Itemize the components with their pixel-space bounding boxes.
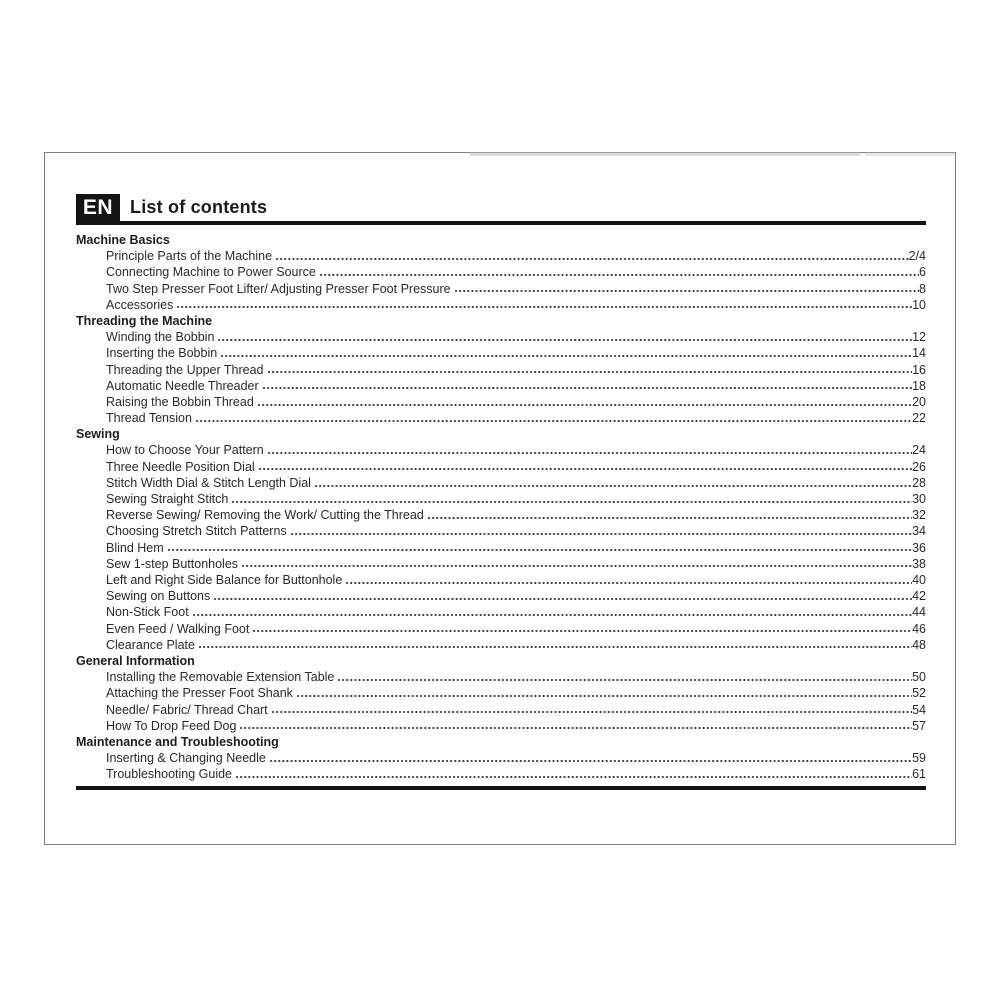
toc-entry-label: Clearance Plate — [106, 637, 195, 652]
toc-entry — [76, 410, 926, 426]
toc-entry — [76, 750, 926, 766]
manual-page — [44, 152, 956, 845]
toc-entry-page: 16 — [912, 362, 926, 377]
toc-entry-page: 28 — [912, 475, 926, 490]
dot-leader — [319, 264, 919, 280]
toc-entry — [76, 604, 926, 620]
toc-entry-page: 54 — [912, 702, 926, 717]
dot-leader — [167, 540, 912, 556]
dot-leader — [213, 588, 912, 604]
toc-entry — [76, 669, 926, 685]
toc-entry-label: Three Needle Position Dial — [106, 459, 255, 474]
toc-entry-label: Inserting the Bobbin — [106, 346, 218, 361]
dot-leader — [217, 329, 912, 345]
dot-leader — [269, 750, 912, 766]
toc-entry-page: 26 — [912, 459, 926, 474]
header-rule — [76, 221, 926, 225]
toc-entry — [76, 297, 926, 313]
toc-entry — [76, 281, 926, 297]
toc-entry-page: 59 — [912, 751, 926, 766]
dot-leader — [241, 556, 912, 572]
toc-entry-label: Threading the Upper Thread — [106, 362, 264, 377]
toc-entry — [76, 378, 926, 394]
dot-leader — [314, 475, 912, 491]
dot-leader — [267, 362, 913, 378]
toc-entry-label: Inserting & Changing Needle — [106, 751, 266, 766]
toc-entry-label: Thread Tension — [106, 411, 192, 426]
toc-entry-page: 10 — [912, 297, 926, 312]
toc-entry — [76, 394, 926, 410]
toc-section-title: Sewing — [76, 427, 120, 442]
toc-entry-label: How to Choose Your Pattern — [106, 443, 264, 458]
toc-entry-page: 24 — [912, 443, 926, 458]
dot-leader — [220, 345, 912, 361]
bottom-rule — [76, 786, 926, 790]
dot-leader — [258, 459, 912, 475]
page-header — [76, 194, 926, 221]
dot-leader — [290, 523, 912, 539]
toc-entry — [76, 475, 926, 491]
toc-entry — [76, 248, 926, 264]
toc-entry-page: 12 — [912, 330, 926, 345]
toc-section-title: Machine Basics — [76, 233, 170, 247]
toc-entry-label: Troubleshooting Guide — [106, 767, 233, 782]
toc-entry-label: Blind Hem — [106, 540, 164, 555]
toc-entry — [76, 685, 926, 701]
toc-entry-page: 34 — [912, 524, 926, 539]
toc-entry — [76, 491, 926, 507]
toc-entry-page: 6 — [919, 265, 926, 280]
dot-leader — [235, 766, 912, 782]
toc-entry-label: Connecting Machine to Power Source — [106, 265, 316, 280]
toc-entry — [76, 329, 926, 345]
dot-leader — [262, 378, 912, 394]
toc-section-title: Threading the Machine — [76, 313, 213, 328]
toc-entry-label: Even Feed / Walking Foot — [106, 621, 250, 636]
toc-entry-page: 30 — [912, 492, 926, 507]
toc-entry-label: Accessories — [106, 297, 174, 312]
toc-entry-page: 14 — [912, 346, 926, 361]
toc-entry-label: Raising the Bobbin Thread — [106, 394, 254, 409]
dot-leader — [345, 572, 912, 588]
toc-entry-label: Reverse Sewing/ Removing the Work/ Cutting the Thread — [106, 508, 424, 523]
dot-leader — [192, 604, 912, 620]
toc-entry — [76, 766, 926, 782]
toc-entry-label: Sew 1-step Buttonholes — [106, 556, 239, 571]
toc-entry-page: 61 — [912, 767, 926, 782]
toc-entry — [76, 540, 926, 556]
dot-leader — [454, 281, 919, 297]
toc-entry-label: Installing the Removable Extension Table — [106, 670, 335, 685]
toc-entry-label: Choosing Stretch Stitch Patterns — [106, 524, 287, 539]
page-title: List of contents — [130, 197, 268, 217]
toc-entry-label: Stitch Width Dial & Stitch Length Dial — [106, 475, 311, 490]
toc-entry-page: 20 — [912, 394, 926, 409]
toc-entry-page: 38 — [912, 556, 926, 571]
toc-section-title: General Information — [76, 653, 195, 668]
toc-entry-label: How To Drop Feed Dog — [106, 718, 237, 733]
toc-entry-label: Needle/ Fabric/ Thread Chart — [106, 702, 268, 717]
scan-artifact — [470, 152, 860, 156]
toc-entry-label: Winding the Bobbin — [106, 330, 215, 345]
toc-entry-label: Attaching the Presser Foot Shank — [106, 686, 293, 701]
toc-entry-label: Two Step Presser Foot Lifter/ Adjusting Presser Foot Pressure — [106, 281, 451, 296]
toc-entry-page: 8 — [919, 281, 926, 296]
toc-entry-label: Sewing Straight Stitch — [106, 492, 229, 507]
dot-leader — [198, 637, 912, 653]
toc-entry-page: 42 — [912, 589, 926, 604]
toc-entry-page: 52 — [912, 686, 926, 701]
toc-entry-page: 36 — [912, 540, 926, 555]
toc-entry — [76, 362, 926, 378]
toc-entry — [76, 556, 926, 572]
toc-entry — [76, 718, 926, 734]
dot-leader — [176, 297, 912, 313]
toc-entry — [76, 523, 926, 539]
language-badge: EN — [76, 194, 120, 221]
toc-entry-page: 32 — [912, 508, 926, 523]
toc-entry — [76, 264, 926, 280]
toc-entry-page: 40 — [912, 572, 926, 587]
toc-entry — [76, 507, 926, 523]
toc-entry-label: Sewing on Buttons — [106, 589, 211, 604]
toc-entry-page: 46 — [912, 621, 926, 636]
dot-leader — [252, 621, 912, 637]
toc-entry — [76, 588, 926, 604]
dot-leader — [195, 410, 912, 426]
toc-entry-label: Left and Right Side Balance for Buttonhole — [106, 572, 343, 587]
dot-leader — [296, 685, 912, 701]
toc-entry-page: 18 — [912, 378, 926, 393]
toc-entry-page: 48 — [912, 637, 926, 652]
toc-list — [76, 232, 926, 782]
dot-leader — [275, 248, 909, 264]
toc-entry — [76, 702, 926, 718]
toc-entry — [76, 459, 926, 475]
dot-leader — [257, 394, 912, 410]
dot-leader — [427, 507, 912, 523]
toc-entry-label: Non-Stick Foot — [106, 605, 189, 620]
toc-entry — [76, 637, 926, 653]
toc-entry-page: 22 — [912, 411, 926, 426]
toc-entry-page: 57 — [912, 718, 926, 733]
toc-entry-label: Automatic Needle Threader — [106, 378, 259, 393]
toc-entry — [76, 442, 926, 458]
dot-leader — [271, 702, 912, 718]
scan-artifact — [865, 152, 955, 156]
toc-section-title: Maintenance and Troubleshooting — [76, 734, 279, 749]
dot-leader — [239, 718, 912, 734]
toc-entry — [76, 621, 926, 637]
toc-entry-page: 2/4 — [908, 249, 926, 264]
toc-entry-page: 50 — [912, 670, 926, 685]
toc-entry-label: Principle Parts of the Machine — [106, 249, 273, 264]
toc-entry — [76, 345, 926, 361]
toc-entry-page: 44 — [912, 605, 926, 620]
toc-entry — [76, 572, 926, 588]
dot-leader — [267, 442, 912, 458]
dot-leader — [337, 669, 912, 685]
dot-leader — [231, 491, 912, 507]
